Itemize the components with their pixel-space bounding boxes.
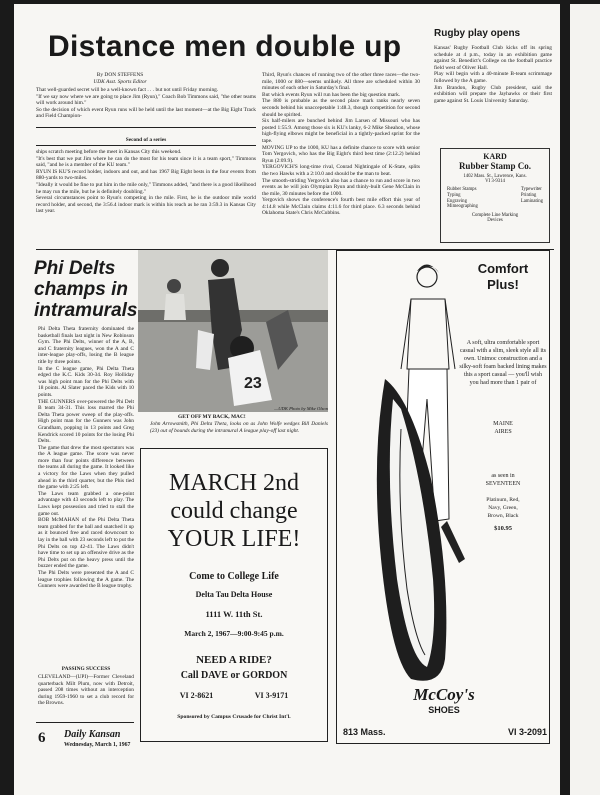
phi-delts-headline: Phi Delts champs in intramurals bbox=[34, 258, 138, 321]
shoe-colors: Navy, Green, bbox=[488, 505, 518, 511]
headline: Distance men double up bbox=[48, 30, 402, 63]
story-paragraph: Play will begin with a 40-minute B-team scrimmage followed by the A game. bbox=[434, 71, 552, 84]
kard-ad bbox=[440, 148, 550, 243]
kard-footer: Devices bbox=[487, 218, 503, 224]
story-paragraph: The game that drew the most spectators was the A league game. The score was never more than four points difference between the teams all during the game. It looked like a victory for the Laws when they pulled ahead in the third quarter, but the Phis tied the game with 2:25 left. bbox=[38, 444, 134, 491]
ad-ride: NEED A RIDE? bbox=[196, 654, 272, 666]
story-paragraph: YERGOVICH'S long-time rival, Conrad Nightingale of K-State, splits the two Hawks with a 2:10.0 and should be the man to beat. bbox=[262, 164, 420, 177]
store-address: 813 Mass. bbox=[343, 727, 386, 737]
story-paragraph: The Laws team grabbed a one-point advantage with 43 seconds left to play. The Laws kept possession and tried to stall the game out. bbox=[38, 490, 134, 517]
kard-sub: Rubber Stamp Co. bbox=[458, 161, 532, 171]
shoe-ad bbox=[336, 250, 550, 744]
shoe-price: $10.95 bbox=[494, 525, 512, 532]
ad-house: Delta Tau Delta House bbox=[195, 590, 273, 599]
shoe-colors: Brown, Black bbox=[487, 513, 519, 519]
shoe-brand: AIRES bbox=[494, 429, 512, 435]
story-paragraph: Jim Brandon, Rugby Club president, said the exhibition will prepare the Jayhawks or their first game against St. Louis University Saturday. bbox=[434, 84, 552, 104]
photo-credit: —UDK Photo by Mike Olson bbox=[274, 406, 328, 411]
story-paragraph: "Ideally it would be fine to put him in the mile only," Timmons added, "and there is a good likelihood he may run the mile, but he is definitely doubling." bbox=[36, 181, 256, 195]
story-paragraph: "If we say now where we are going to place Jim (Ryun)," Coach Bob Timmons said, "the other teams will work around him." bbox=[36, 93, 256, 107]
shoe-colors: Platinum, Red, bbox=[486, 497, 520, 503]
story-paragraph: BOB McMAHAN of the Phi Delta Theta team grabbed for the ball and snatched it up as it bounced free and raced downcourt to lay in the ball with 23 seconds left to put the Phi Delts on top 42-41. The Laws didn't have time to set up an offensive drive as the Phi Delts put on the heavy press until the buzzer ended the game. bbox=[38, 517, 134, 570]
photo-caption-head: GET OFF MY BACK, MAC! bbox=[178, 414, 246, 420]
shoe-ad-headline: Plus! bbox=[487, 277, 519, 292]
story-paragraph: THE GUNNERS over-powered the Phi Delt B team 34-31. This loss marred the Phi Delta Theta power sweep of the play-offs. High point man for the Gunners was John Grandham, popping in 13 points and Greg Kendrick scored 10 points for the losing Phi Delts. bbox=[38, 398, 134, 445]
story-paragraph: Yergovich shows the conference's fourth best mile effort this year of 4:14.8 while McClain claims 4:11.6 for third place. 6.3 seconds behind Oklahoma State's Chris McCubbins. bbox=[262, 197, 420, 217]
kard-name: KARD bbox=[483, 152, 507, 161]
story-paragraph: In the C league game, Phi Delta Theta edged the K.C. Kids 30-34. Roy Holliday was high point man for the Phi Delts with 18 points. Al Slater paced the Kids with 10 points. bbox=[38, 365, 134, 398]
ad-sponsor: Sponsored by Campus Crusade for Christ Int'l. bbox=[177, 714, 291, 720]
ad-line: MARCH 2nd bbox=[168, 470, 300, 496]
passing-story: CLEVELAND—(UPI)—Former Cleveland quarterback Milt Plum, now with Detroit, passed 208 times without an interception during 1959-1960 to set a club record for the Browns. bbox=[38, 674, 134, 707]
ad-phone: VI 2-8621 bbox=[179, 691, 214, 700]
shoe-brand: MAINE bbox=[493, 421, 513, 427]
phi-delts-story bbox=[38, 326, 134, 658]
basketball-photo bbox=[138, 250, 328, 412]
store-phone: VI 3-2091 bbox=[507, 727, 547, 737]
story-paragraph: The Phi Delts were presented the A and C league trophies following the A game. The Gunners were awarded the B league trophy. bbox=[38, 569, 134, 590]
issue-date: Wednesday, March 1, 1967 bbox=[64, 742, 131, 748]
ad-line: could change bbox=[170, 498, 298, 524]
store-sub: SHOES bbox=[428, 705, 460, 715]
kard-service: Engraving bbox=[447, 198, 467, 204]
svg-text:23: 23 bbox=[244, 375, 262, 392]
story-paragraph: Phi Delta Theta fraternity dominated the basketball finals last night in New Robinson Gym. The Phi Delts, winner of the A, B, and C fraternity leagues, won the A and C inter-league play-offs, losing the B league title by three points. bbox=[38, 326, 134, 365]
passing-headline: PASSING SUCCESS bbox=[61, 666, 111, 672]
page-number: 6 bbox=[38, 730, 46, 746]
story-paragraph: MOVING UP to the 1000, KU has a definite chance to score with senior Tom Yergovich, who has the Big Eight's third best time (2:12.2) behind Ryun (2:09.9). bbox=[262, 144, 420, 164]
story-paragraph: ships scratch meeting before the meet in Kansas City this weekend. bbox=[36, 149, 182, 155]
shoe-ad-headline: Comfort bbox=[477, 261, 529, 276]
college-life-ad bbox=[140, 448, 328, 742]
rugby-headline: Rugby play opens bbox=[434, 28, 521, 39]
kard-service: Mimeographing bbox=[447, 204, 478, 210]
shoe-seen-in: SEVENTEEN bbox=[485, 481, 521, 487]
basketball-photo-illustration bbox=[138, 250, 328, 412]
story-paragraph: So the decision of which event Ryun runs will be held until the last moment—at the Big Eight Track and Field Champion- bbox=[36, 106, 256, 120]
shoe-seen-in: as seen in bbox=[491, 473, 515, 479]
paper-name: Daily Kansan bbox=[64, 729, 121, 740]
story-paragraph: "It's best that we put Jim where he can do the most for his team since it is a team sport," Timmons said, "and he is a member of the KU team." bbox=[36, 155, 256, 169]
kard-service: Laminating bbox=[520, 198, 543, 204]
kard-service: Rubber Stamps bbox=[447, 187, 477, 192]
store-name: McCoy's bbox=[413, 685, 475, 704]
kard-service: Typing bbox=[447, 192, 461, 198]
story-paragraph: Several circumstances point to Ryun's competing in the mile. First, he is the outdoor mile world record holder, and second, the 3:56.4 indoor mark is within his reach as he ran 3:59.3 in Kansas City last year. bbox=[36, 195, 256, 215]
model-and-shoe-illustration bbox=[341, 259, 471, 689]
shoe-ad-copy: A soft, ultra comfortable sport casual with a slim, sleek style all its own. Unimoc construction and a silky-soft foam backed lining makes this a sport casual — you'll wish you had more than 1 pair of bbox=[459, 340, 547, 386]
ad-address: 1111 W. 11th St. bbox=[205, 609, 263, 619]
adjacent-page-edge bbox=[570, 4, 600, 795]
story-paragraph: RYUN IS KU'S record holder, indoors and out, and has 1967 Big Eight bests in the four events from 880-yards to two-miles. bbox=[36, 168, 256, 182]
story-paragraph: That well-guarded secret will be a well-known fact . . . but not until Friday morning. bbox=[36, 87, 219, 93]
rugby-story bbox=[434, 45, 552, 145]
story-paragraph: The smooth-striding Yergovich also has a chance to run and score in two events as he will join Olympian Ryun and thinly-built Gene McClain in the mile, 30 minutes before the 1000. bbox=[262, 177, 420, 197]
ad-line: YOUR LIFE! bbox=[167, 526, 301, 552]
kard-service: Printing bbox=[520, 192, 537, 198]
ad-phone: VI 3-9171 bbox=[254, 691, 289, 700]
story-paragraph: Six half-milers are bunched behind Jim Larsen of Missouri who has posted 1:55.9. Among those six is KU's lanky, 6-2 Mike Sheahon, whose high-flying elbows might be beneficial in a tightly-packed sprint for the tape. bbox=[262, 118, 420, 144]
byline-title: UDK Asst. Sports Editor bbox=[93, 79, 147, 85]
kard-footer: Complete Line Marking bbox=[471, 213, 519, 219]
story-paragraph: But which events Ryun will run has been the big question mark. bbox=[262, 91, 401, 98]
story-paragraph: The 880 is probable as the second place mark ranks nearly seven seconds behind his unaccepetable 1:48.3, though competition for second should be spirited. bbox=[262, 98, 420, 118]
story-paragraph: Kansas' Rugby Football Club kicks off its spring schedule at 4 p.m., today in an exhibition game against St. Benedict's College on the football practice field west of Oliver Hall. bbox=[434, 45, 552, 71]
series-label: Second of a series bbox=[125, 137, 167, 143]
kard-address: 1402 Mass. St., Lawrence, Kans. bbox=[463, 174, 527, 179]
kard-phone: VI 3-9314 bbox=[485, 179, 505, 184]
ad-invite: Come to College Life bbox=[189, 571, 279, 582]
ad-call: Call DAVE or GORDON bbox=[180, 670, 288, 681]
story-col-1 bbox=[36, 87, 256, 126]
photo-caption: John Arrowsmith, Phi Delta Theta, looks on as John Wolfe wedges Bill Daniels (23) out of bounds during the intramural A league play-off last night. bbox=[150, 421, 328, 434]
story-col-2 bbox=[262, 72, 420, 268]
story-paragraph: Third, Ryun's chances of running two of the other three races—the two-mile, 1000 or 880—seems unlikely. All three are scheduled within 30 minutes of each other in Saturday's final. bbox=[262, 72, 420, 92]
byline: By DON STEFFENS bbox=[96, 72, 144, 78]
ad-time: March 2, 1967—9:00-9:45 p.m. bbox=[184, 629, 284, 638]
kard-service: Typewriter bbox=[520, 187, 542, 192]
